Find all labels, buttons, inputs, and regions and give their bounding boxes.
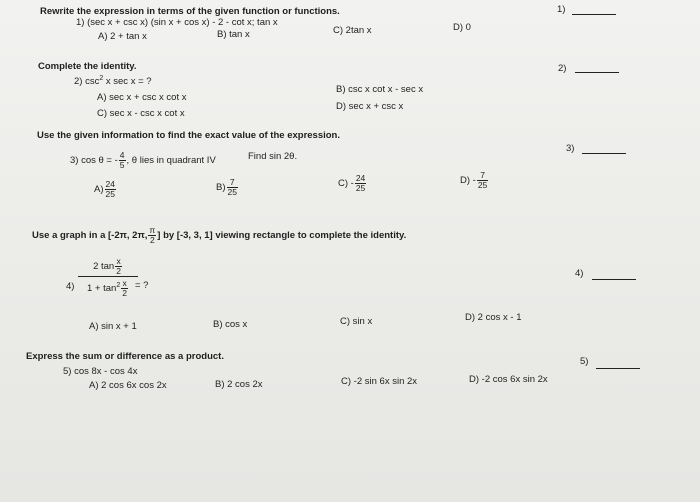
q5-choice-a[interactable]: A) 2 cos 6x cos 2x <box>89 380 167 391</box>
q5-instruction: Express the sum or difference as a product. <box>26 351 224 362</box>
q5-choice-d[interactable]: D) -2 cos 6x sin 2x <box>469 374 548 385</box>
q4-choice-c[interactable]: C) sin x <box>340 316 373 327</box>
q4-choice-b[interactable]: B) cos x <box>213 319 248 330</box>
q3-choice-b[interactable]: B) $\frac{7}{25}$ <box>216 177 237 197</box>
q4-equals: = ? <box>135 280 149 291</box>
q3-instruction: Use the given information to find the exact value of the expression. <box>37 130 341 141</box>
q3-choice-c[interactable]: C) - $\frac{24}{25}$ <box>338 173 366 193</box>
q5-choice-c[interactable]: C) -2 sin 6x sin 2x <box>341 376 418 387</box>
q4-answer-label: 4) <box>575 268 584 279</box>
q5-choice-b[interactable]: B) 2 cos 2x <box>215 379 263 390</box>
q3-answer-blank[interactable] <box>582 153 626 154</box>
q1-prompt: 1) (sec x + csc x) (sin x + cos x) - 2 - cot x; tan x <box>76 17 278 28</box>
q5-answer-blank[interactable] <box>596 368 640 369</box>
q2-choice-a[interactable]: A) sec x + csc x cot x <box>97 92 187 103</box>
q1-answer-label: 1) <box>557 4 566 15</box>
q5-answer-label: 5) <box>580 356 589 367</box>
q3-choice-d[interactable]: D) - $\frac{7}{25}$ <box>460 170 488 190</box>
q2-instruction: Complete the identity. <box>38 61 137 72</box>
q1-choice-d[interactable]: D) 0 <box>453 22 471 33</box>
q2-choice-b[interactable]: B) csc x cot x - sec x <box>336 84 424 95</box>
q1-choice-a[interactable]: A) 2 + tan x <box>98 31 147 42</box>
q1-choice-b[interactable]: B) tan x <box>217 29 250 40</box>
q1-answer-blank[interactable] <box>572 14 616 15</box>
q3-prompt: 3) cos θ = - $\frac{4}{5}$ , θ lies in quadrant IV <box>70 150 216 170</box>
q4-number: 4) <box>66 281 75 292</box>
q4-instruction: Use a graph in a [-2π, 2π, $\frac{\pi}{2}$ ] by [-3, 3, 1] viewing rectangle to complete the identity. <box>32 225 407 245</box>
q3-cos-fraction: $\frac{4}{5}$ <box>119 150 125 170</box>
q4-expression: 2 tan $\frac{x}{2}$ $1 + \tan^2$ $\frac{x}{2}$ <box>78 257 138 298</box>
q2-answer-blank[interactable] <box>575 72 619 73</box>
q4-answer-blank[interactable] <box>592 279 636 280</box>
q4-choice-a[interactable]: A) sin x + 1 <box>89 321 137 332</box>
q3-find: Find sin 2θ. <box>248 151 298 162</box>
q3-choice-a[interactable]: A) $\frac{24}{25}$ <box>94 179 115 199</box>
q3-answer-label: 3) <box>566 143 575 154</box>
q2-answer-label: 2) <box>558 63 567 74</box>
q2-choice-c[interactable]: C) sec x - csc x cot x <box>97 108 185 119</box>
q1-instruction: Rewrite the expression in terms of the given function or functions. <box>40 6 340 17</box>
q2-prompt: 2) $\csc^2 x$ sec x = ? <box>74 75 152 87</box>
q5-prompt: 5) cos 8x - cos 4x <box>63 366 138 377</box>
q2-choice-d[interactable]: D) sec x + csc x <box>336 101 404 112</box>
q1-choice-c[interactable]: C) 2tan x <box>333 25 372 36</box>
q4-choice-d[interactable]: D) 2 cos x - 1 <box>465 312 522 323</box>
